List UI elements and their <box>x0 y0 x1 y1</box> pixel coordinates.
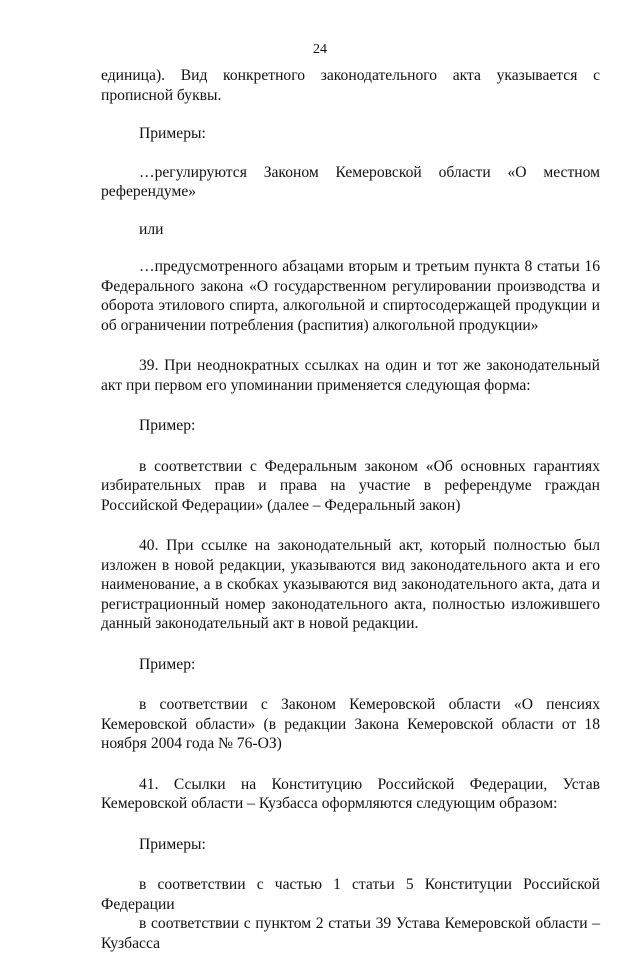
example-heading: Пример: <box>139 417 196 434</box>
connector-text: или <box>139 220 164 238</box>
example-text: в соответствии с Законом Кемеровской области «О пенсиях Кемеровской области» (в редакции Закона Кемеровской области от 18 ноября 2004 года № 76-ОЗ) <box>101 696 600 752</box>
page-number: 24 <box>313 42 327 57</box>
examples-heading: Примеры: <box>139 835 206 853</box>
paragraph-continuation: единица). Вид конкретного законодательного акта указывается с прописной буквы. <box>101 67 600 104</box>
example-heading: Пример: <box>139 655 196 673</box>
page-body <box>101 66 600 953</box>
example-text: в соответствии с Федеральным законом «Об основных гарантиях избирательных прав и права на участие в референдуме граждан Российской Федерации» (далее – Федеральный закон) <box>101 457 600 514</box>
examples-heading: Примеры: <box>139 125 206 142</box>
example-text: в соответствии с пунктом 2 статьи 39 Устава Кемеровской области – Кузбасса <box>101 915 600 952</box>
example-text: …предусмотренного абзацами вторым и третьим пункта 8 статьи 16 Федерального закона «О государственном регулировании производства и оборота этилового спирта, алкогольной и спиртосодержащей продукции и об ограничении потребления (распития) алкогольной продукции» <box>101 258 600 334</box>
numbered-paragraph-39: 39. При неоднократных ссылках на один и тот же законодательный акт при первом его упоминании применяется следующая форма: <box>101 357 600 394</box>
numbered-paragraph-40: 40. При ссылке на законодательный акт, который полностью был изложен в новой редакции, указываются вид законодательного акта и его наименование, а в скобках указываются вид законодательного акта, дата и регистрационный номер законодательного акта, полностью изложившего данный законодательный акт в новой редакции. <box>101 537 600 632</box>
example-text: в соответствии с частью 1 статьи 5 Конституции Российской Федерации <box>101 876 600 913</box>
example-text: …регулируются Законом Кемеровской области «О местном референдуме» <box>101 163 600 200</box>
numbered-paragraph-41: 41. Ссылки на Конституцию Российской Федерации, Устав Кемеровской области – Кузбасса оформляются следующим образом: <box>101 775 600 812</box>
